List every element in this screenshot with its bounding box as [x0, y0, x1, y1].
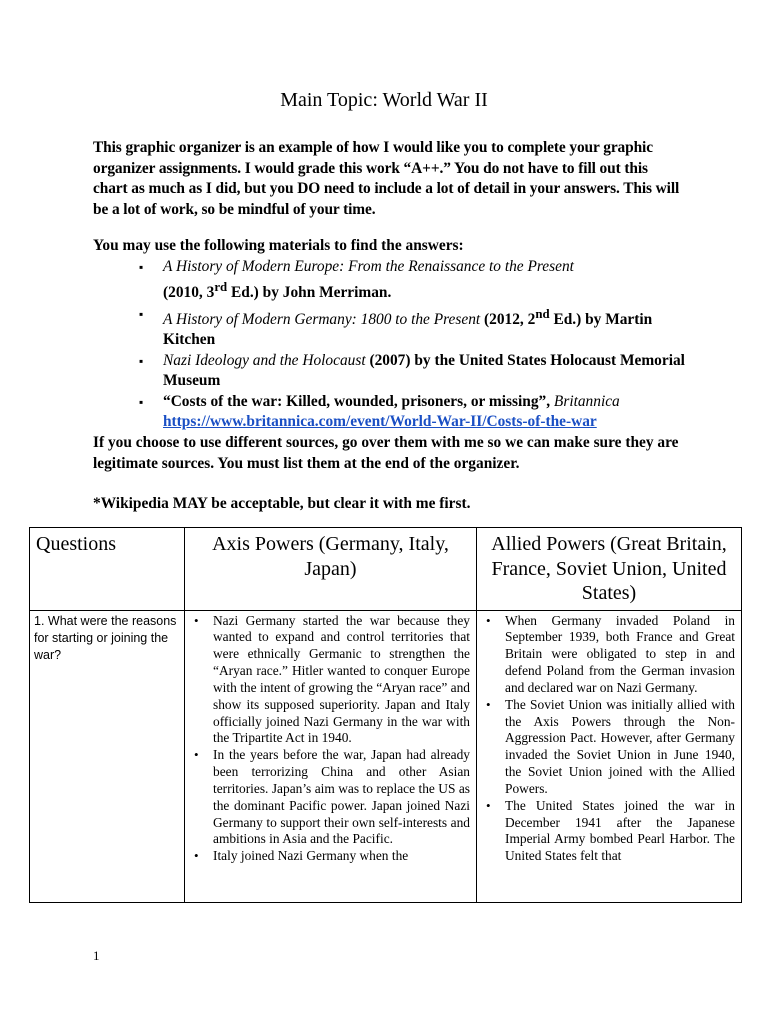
allied-list: [481, 613, 735, 866]
axis-bullet: • Nazi Germany started the war because they wanted to expand and control territories that were ethnically Germanic to strengthen the “Aryan race.” Hitler wanted to conquer Europe with the intent of growing the “Aryan race” and show its supposed superiority. Japan and Italy officially joined Nazi Germany in the war with the Tripartite Act in 1940.: [213, 613, 470, 748]
allied-bullet: • The United States joined the war in December 1941 after the Japanese Imperial Army bombed Pearl Harbor. The United States felt that: [505, 798, 735, 865]
axis-list: [189, 613, 470, 866]
allied-cell: [477, 610, 742, 902]
intro-paragraph: [93, 138, 683, 220]
material-sup: rd: [214, 280, 228, 294]
britannica-link[interactable]: https://www.britannica.com/event/World-War-II/Costs-of-the-war: [163, 413, 597, 431]
material-item: [163, 392, 693, 433]
material-title: Britannica: [553, 392, 620, 410]
table-header-row: [30, 528, 742, 611]
axis-bullet: • In the years before the war, Japan had already been terrorizing China and other Asian territories. Japan’s aim was to replace the US as the dominant Pacific power. Japan joined Nazi Germany to support their own self-interests and ambitions in Asia and the Pacific.: [213, 747, 470, 848]
material-sup: nd: [535, 306, 550, 321]
material-item: [163, 304, 693, 351]
table-row: [30, 610, 742, 902]
materials-lead: You may use the following materials to find the answers:: [93, 237, 464, 254]
axis-bullet: • Italy joined Nazi Germany when the: [213, 848, 470, 865]
material-detail-post: Ed.) by Martin Kitchen: [163, 310, 653, 349]
materials-list: [93, 257, 693, 433]
sources-note-emph: legitimate: [93, 454, 158, 472]
allied-bullet: • When Germany invaded Poland in September 1939, both France and Great Britain were obligated to step in and defend Poland from the German invasion and declared war on Nazi Germany.: [505, 613, 735, 697]
material-detail: (2010, 3: [163, 284, 215, 302]
sources-note-post: sources. You must list them at the end of the organizer.: [157, 454, 520, 472]
material-title: Nazi Ideology and the Holocaust: [163, 351, 366, 369]
header-axis: Axis Powers (Germany, Italy, Japan): [185, 528, 477, 611]
materials-section: [93, 236, 693, 433]
question-cell: 1. What were the reasons for starting or joining the war?: [30, 610, 185, 902]
axis-cell: [185, 610, 477, 902]
intro-text: This graphic organizer is an example of how I would like you to complete your graphic organizer assignments. I would grade this work “A++.” You do not have to fill out this chart as much as I did, but you DO need to include a lot of detail in your answers. This will be a lot of work, so be mindful of your time.: [93, 139, 680, 218]
page-number: 1: [93, 948, 100, 963]
material-title: A History of Modern Europe: From the Renaissance to the Present: [163, 257, 574, 275]
header-allied: Allied Powers (Great Britain, France, Soviet Union, United States): [477, 528, 742, 611]
wiki-note: *Wikipedia MAY be acceptable, but clear it with me first.: [93, 495, 471, 512]
material-detail: (2007) by the United States Holocaust Memorial Museum: [163, 351, 685, 390]
material-item: [163, 257, 693, 304]
material-item: [163, 351, 693, 392]
material-title: A History of Modern Germany: 1800 to the Present: [163, 310, 481, 328]
sources-note-pre: If you choose to use different sources, go over them with me so we can make sure they are: [93, 434, 679, 451]
material-detail-post: Ed.) by John Merriman.: [227, 284, 392, 302]
sources-note-section: [93, 433, 693, 535]
material-title-plain: “Costs of the war: Killed, wounded, prisoners, or missing”,: [163, 392, 554, 410]
page-title: Main Topic: World War II: [280, 89, 488, 111]
material-detail: (2012, 2: [480, 310, 536, 328]
sources-note: [93, 433, 693, 474]
organizer-table: [29, 527, 742, 903]
header-questions: Questions: [30, 528, 185, 611]
allied-bullet: • The Soviet Union was initially allied with the Axis Powers through the Non-Aggression Pact. However, after Germany invaded the Soviet Union in June 1940, the Soviet Union joined with the Allied Powers.: [505, 697, 735, 798]
